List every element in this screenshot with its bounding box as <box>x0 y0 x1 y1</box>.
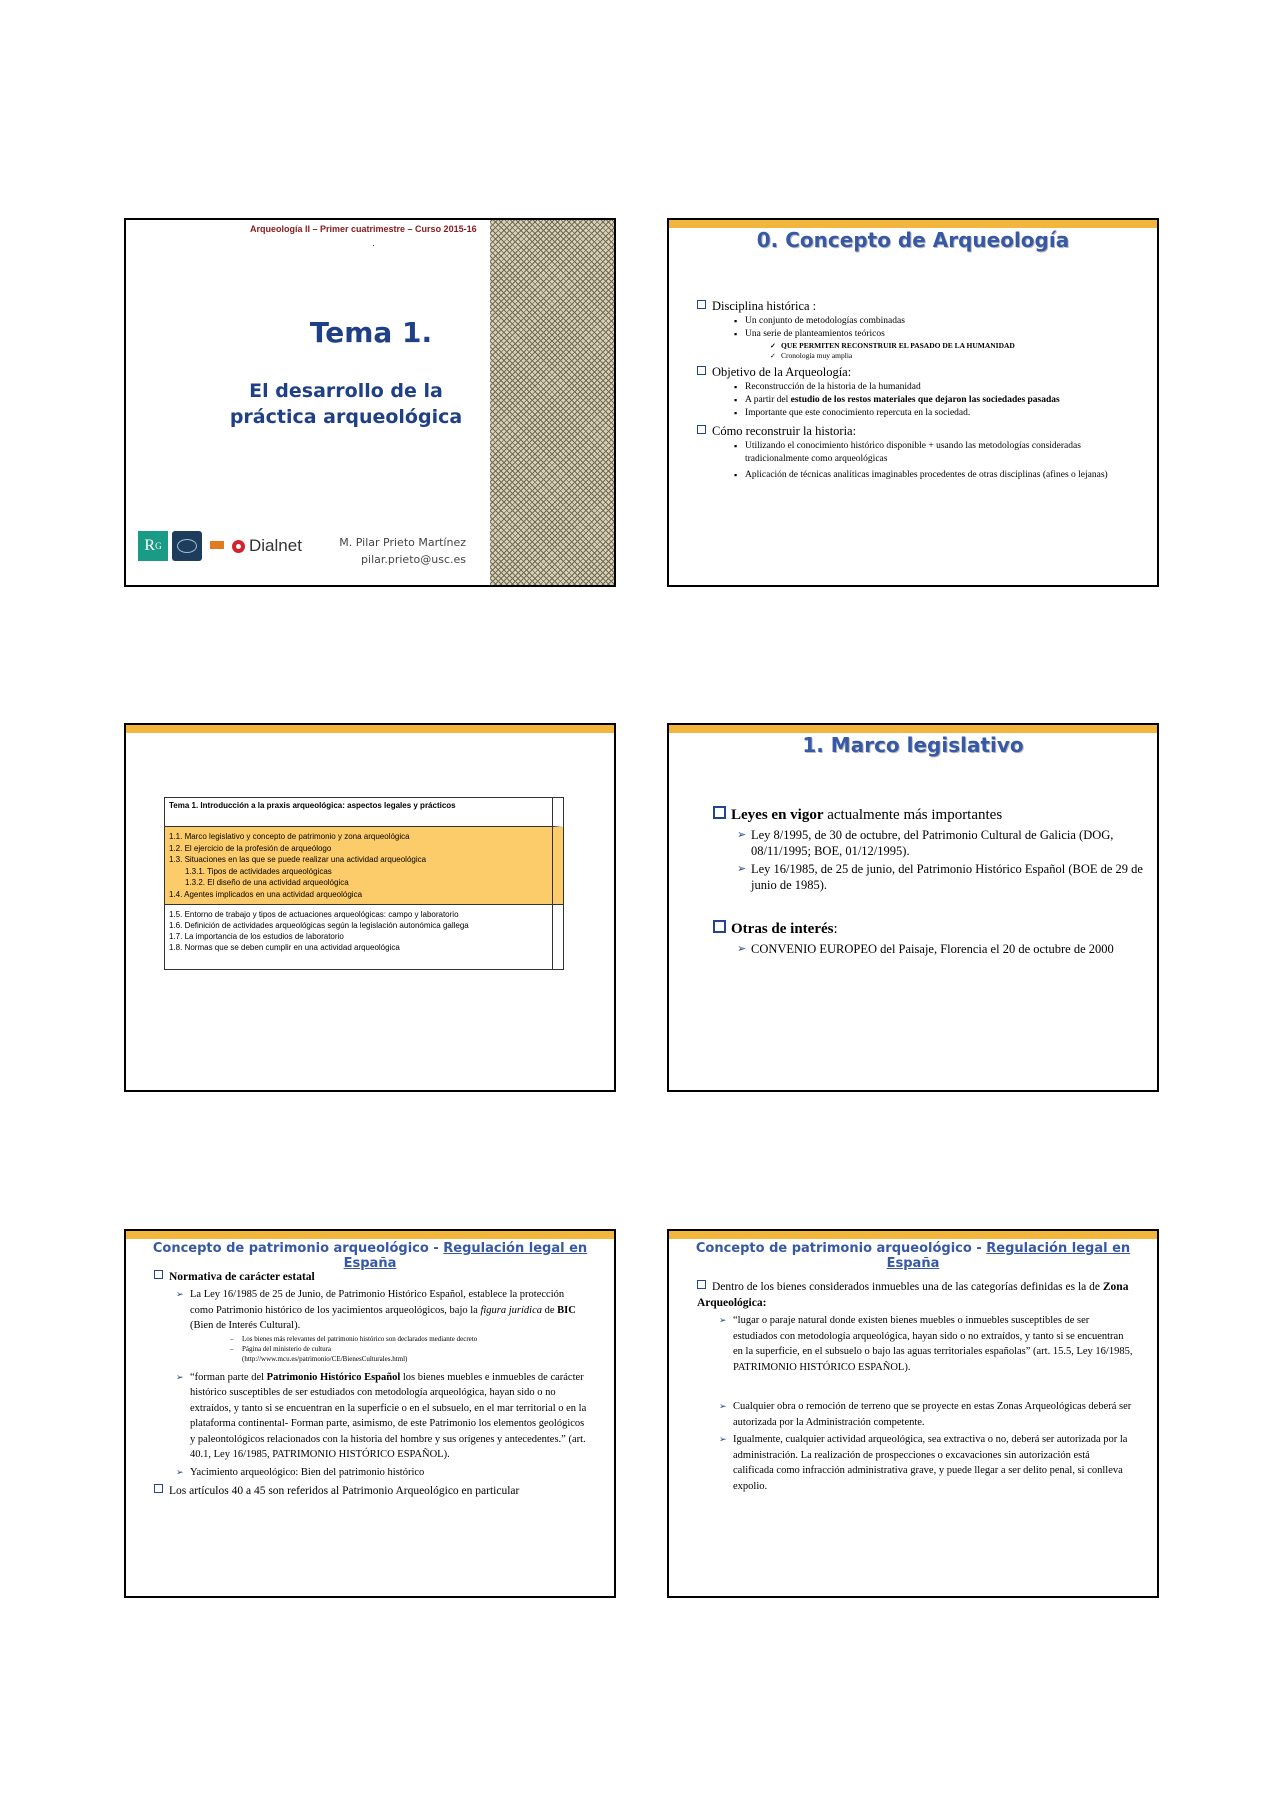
table-highlighted-rows <box>165 827 563 905</box>
dialnet-logo: Dialnet <box>232 536 302 556</box>
hatched-panel <box>490 220 614 585</box>
checkbox-bullet-icon <box>713 920 726 933</box>
bullet-list: Dentro de los bienes considerados inmuebles una de las categorías definidas es la de Zona Arqueológica: ➢ “lugar o paraje natural donde existen bienes muebles o inmuebles susceptibles de ser estudiados con metodología arqueológica, hayan sido o no extraídos, y tanto si se encuentran en la superficie, en el subsuelo o bajo las aguas territoriales españolas” (art. 15.5, Ley 16/1985, PATRIMONIO HISTÓRICO ESPAÑOL). ➢ Cualquier obra o remoción de terreno que se proyecte en estas Zonas Arqueológicas deberá ser autorizada por la Administración competente. ➢ Igualmente, cualquier actividad arqueológica, sea extractiva o no, deberá ser autorizada por la administración. La realización de prospecciones o excavaciones sin autorización está calificada como infracción administrativa grave, y puede llegar a ser delito penal, si conlleva expolio. <box>697 1279 1133 1494</box>
table-row: 1.4. Agentes implicados en una actividad arqueológica <box>169 889 363 899</box>
slide-5-patrimonio <box>124 1229 616 1598</box>
header-dot: · <box>372 240 375 250</box>
slide-title: Tema 1. <box>309 316 433 349</box>
accent-bar <box>126 1231 614 1239</box>
logo-strip <box>138 529 302 563</box>
slide-title: Concepto de patrimonio arqueológico - Regulación legal en España <box>152 1241 588 1271</box>
table-row: 1.1. Marco legislativo y concepto de patrimonio y zona arqueológica <box>169 832 410 841</box>
checkbox-bullet-icon <box>697 425 706 434</box>
table-row: 1.3.1. Tipos de actividades arqueológicas <box>185 866 332 876</box>
accent-bar <box>669 1231 1157 1239</box>
bullet-list: Leyes en vigor actualmente más importantes ➢ Ley 8/1995, de 30 de octubre, del Patrimonio Cultural de Galicia (DOG, 08/11/1995; BOE, 01/12/1995). ➢ Ley 16/1985, de 25 de junio, del Patrimonio Histórico Español (BOE de 29 de junio de 1985). Otras de interés: ➢ CONVENIO EUROPEO del Paisaje, Florencia el 20 de octubre de 2000 <box>713 805 1145 957</box>
checkbox-bullet-icon <box>713 806 726 819</box>
bullet-list: Normativa de carácter estatal ➢ La Ley 16/1985 de 25 de Junio, de Patrimonio Histórico Español, establece la protección como Patrimonio histórico de los yacimientos arqueológicos, bajo la figura jurídica de BIC (Bien de Interés Cultural). – Los bienes más relevantes del patrimonio histórico son declarados mediante decreto – Página del ministerio de cultura (http://www.mcu.es/patrimonio/CE/BienesCulturales.html) ➢ “forman parte del Patrimonio Histórico Español los bienes muebles e inmuebles de carácter histórico susceptibles de ser estudiados con metodología arqueológica, hayan sido o no extraídos, y tanto si se encuentran en la superficie o en el subsuelo, en el mar territorial o en la plataforma continental- Forman parte, asimismo, de este Patrimonio los elementos geológicos y paleontológicos relacionados con la historia del hombre y sus orígenes y antecedentes.” (art. 40.1, Ley 16/1985, PATRIMONIO HISTÓRICO ESPAÑOL). ➢ Yacimiento arqueológico: Bien del patrimonio histórico Los artículos 40 a 45 son referidos al Patrimonio Arqueológico en particular <box>154 1269 590 1499</box>
checkbox-bullet-icon <box>697 300 706 309</box>
checkbox-bullet-icon <box>154 1484 163 1493</box>
table-row: 1.8. Normas que se deben cumplir en una actividad arqueológica <box>169 943 400 952</box>
checkbox-bullet-icon <box>697 1280 706 1289</box>
table-row: 1.2. El ejercicio de la profesión de arqueólogo <box>169 843 332 853</box>
slide-title: Concepto de patrimonio arqueológico - Regulación legal en España <box>695 1241 1131 1271</box>
slide-subtitle: El desarrollo de la práctica arqueológica <box>229 380 463 428</box>
globe-logo <box>172 531 202 561</box>
accent-bar <box>669 220 1157 228</box>
author-block <box>339 534 466 568</box>
topics-table <box>164 797 564 970</box>
table-other-rows <box>165 905 563 969</box>
table-row: 1.3. Situaciones en las que se puede realizar una actividad arqueológica <box>169 855 427 864</box>
bullet-list: Disciplina histórica : ▪ Un conjunto de metodologías combinadas ▪ Una serie de planteamientos teóricos ✓ QUE PERMITEN RECONSTRUIR EL PASADO DE LA HUMANIDAD ✓ Cronología muy amplia Objetivo de la Arqueología: ▪ Reconstrucción de la historia de la humanidad ▪ A partir del estudio de los restos materiales que dejaron las sociedades pasadas ▪ Importante que este conocimiento repercuta en la sociedad. Cómo reconstruir la historia: ▪ Utilizando el conocimiento histórico disponible + usando las metodologías consideradas tradicionalmente como arqueológicas ▪ Aplicación de técnicas analíticas imaginables procedentes de otras disciplinas (afines o lejanas) <box>697 298 1145 482</box>
table-header: Tema 1. Introducción a la praxis arqueológica: aspectos legales y prácticos <box>165 798 563 827</box>
author-name: M. Pilar Prieto Martínez <box>339 536 466 549</box>
slide-title: 1. Marco legislativo <box>802 733 1024 757</box>
slide-3-index <box>124 723 616 1092</box>
table-row: 1.7. La importancia de los estudios de laboratorio <box>169 932 344 941</box>
dialnet-icon <box>232 540 245 553</box>
slide-6-zona <box>667 1229 1159 1598</box>
table-row: 1.6. Definición de actividades arqueológicas según la legislación autonómica gallega <box>169 921 469 930</box>
slide-title: 0. Concepto de Arqueología <box>756 228 1070 252</box>
institution-logo <box>206 532 228 560</box>
ministry-link[interactable]: (http://www.mcu.es/patrimonio/CE/BienesCulturales.html) <box>242 1354 408 1363</box>
accent-bar <box>126 725 614 733</box>
slide-4-legislative <box>667 723 1159 1092</box>
course-header: Arqueología II – Primer cuatrimestre – Curso 2015-16 <box>250 224 477 234</box>
slide-1-title <box>124 218 616 587</box>
accent-bar <box>669 725 1157 733</box>
table-row: 1.5. Entorno de trabajo y tipos de actuaciones arqueológicas: campo y laboratorio <box>169 910 459 919</box>
researchgate-logo: R G <box>138 531 168 561</box>
checkbox-bullet-icon <box>697 366 706 375</box>
table-side-column <box>552 798 563 969</box>
table-row: 1.3.2. El diseño de una actividad arqueológica <box>185 878 349 887</box>
author-email: pilar.prieto@usc.es <box>361 553 466 566</box>
checkbox-bullet-icon <box>154 1270 163 1279</box>
slide-2-concept <box>667 218 1159 587</box>
